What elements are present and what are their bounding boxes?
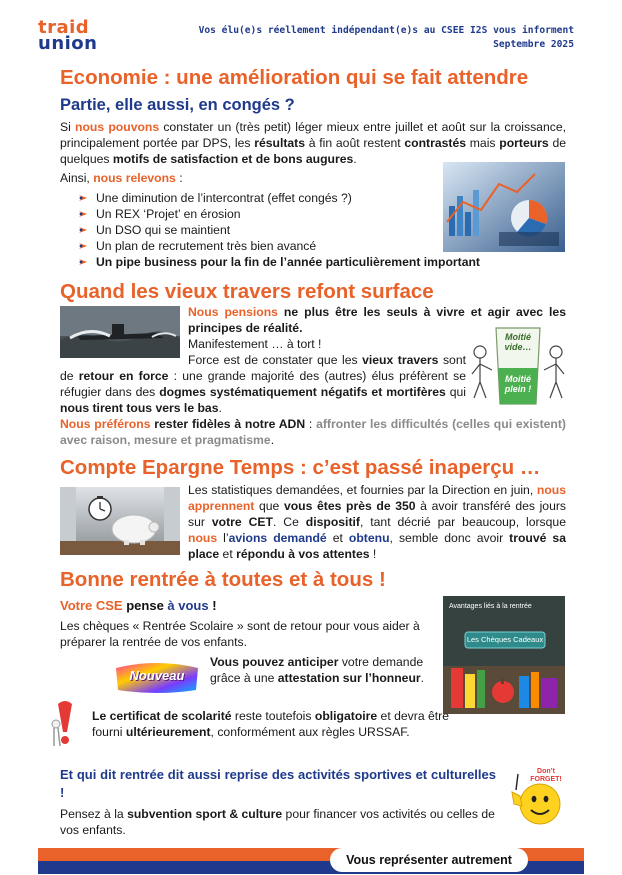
economie-intro-list: Ainsi, nous relevons : [60, 171, 183, 185]
list-item: Un plan de recrutement très bien avancé [76, 238, 516, 254]
rentree-subtitle: Votre CSE pense à vous ! [60, 598, 217, 613]
cheques-cadeaux-image [443, 596, 565, 714]
traid-union-logo [38, 17, 108, 56]
piggy-bank-image [60, 487, 180, 555]
rentree-title: Bonne rentrée à toutes et à tous ! [60, 568, 386, 591]
cheques-card-label: Les Chèques Cadeaux [466, 635, 544, 644]
economie-subtitle: Partie, elle aussi, en congés ? [60, 96, 295, 114]
economie-paragraph: Si nous pouvons constater un (très petit) léger mieux entre juillet et août sur la croissance, principalement portée par DPS, les résultats à fin août restent contrastés mais porteurs de quelques motifs de satisfaction et de bons augures. [60, 120, 567, 166]
footer-slogan: Vous représenter autrement [330, 848, 528, 872]
cet-paragraph: Les statistiques demandées, et fournies par la Direction en juin, nous apprennent que vous êtes près de 350 à avoir transféré des jours sur votre CET. Ce dispositif, tant décrié par beaucoup, lorsque nous l’avions demandé et obtenu, semble donc avoir trouvé sa place et répondu à vos attentes ! [188, 483, 567, 561]
list-item: Un DSO qui se maintient [76, 222, 516, 238]
exclamation-icon [50, 698, 80, 750]
glass-half-empty-label: Moitié vide… [504, 332, 532, 352]
dont-forget-label: Don’t FORGET! [530, 768, 562, 783]
list-item: Une diminution de l’intercontrat (effet congés ?) [76, 190, 516, 206]
travers-paragraph-3: Force est de constater que les vieux travers sont de retour en force : une grande majorité des (autres) élus préfèrent se réfugier dans des dogmes systématiquement négatifs et mortifères qui nous tirent tous vers le bas. [60, 353, 467, 415]
cet-title: Compte Epargne Temps : c’est passé inaperçu … [60, 456, 541, 479]
rentree-paragraph-3: Le certificat de scolarité reste toutefois obligatoire et devra être fourni ultérieurement, conformément aux règles URSSAF. [92, 709, 449, 739]
travers-title: Quand les vieux travers refont surface [60, 280, 434, 303]
travers-paragraph-2: Manifestement … à tort ! [188, 337, 322, 351]
bullet-icon [78, 193, 88, 203]
header-tagline: Vos élu(e)s réellement indépendant(e)s au CSEE I2S vous informent [198, 25, 574, 36]
glass-half-full-label: Moitié plein ! [504, 374, 532, 394]
submarine-image [60, 306, 180, 358]
bullet-icon [78, 209, 88, 219]
sport-paragraph: Pensez à la subvention sport & culture pour financer vos activités ou celles de vos enfants. [60, 807, 495, 837]
logo-line-union: union [38, 33, 98, 54]
header-info [199, 24, 574, 52]
nouveau-label: Nouveau [129, 668, 185, 683]
bullet-icon [78, 225, 88, 235]
rentree-paragraph-2: Vous pouvez anticiper votre demande grâce à une attestation sur l’honneur. [210, 655, 425, 685]
cheques-card-caption: Avantages liés à la rentrée [449, 603, 532, 610]
sport-title: Et qui dit rentrée dit aussi reprise des activités sportives et culturelles ! [60, 767, 496, 800]
rentree-paragraph-1: Les chèques « Rentrée Scolaire » sont de retour pour vous aider à préparer la rentrée de vos enfants. [60, 619, 420, 649]
nouveau-badge [112, 660, 202, 694]
travers-paragraph-1: Nous pensions ne plus être les seuls à vivre et agir avec les principes de réalité. [188, 305, 566, 335]
logo-line-traid: traid [38, 17, 90, 38]
bullet-icon [78, 257, 88, 267]
dont-forget-smiley [504, 766, 566, 828]
header-date: Septembre 2025 [493, 39, 574, 50]
list-item: Un pipe business pour la fin de l’année particulièrement important [76, 254, 516, 270]
bullet-icon [78, 241, 88, 251]
half-glass-image [470, 324, 566, 408]
business-charts-image [443, 162, 565, 252]
travers-paragraph-4: Nous préférons rester fidèles à notre ADN : affronter les difficultés (celles qui existent) avec raison, mesure et pragmatisme. [60, 417, 566, 447]
list-item: Un REX ‘Projet’ en érosion [76, 206, 516, 222]
economie-title: Economie : une amélioration qui se fait attendre [60, 66, 529, 89]
